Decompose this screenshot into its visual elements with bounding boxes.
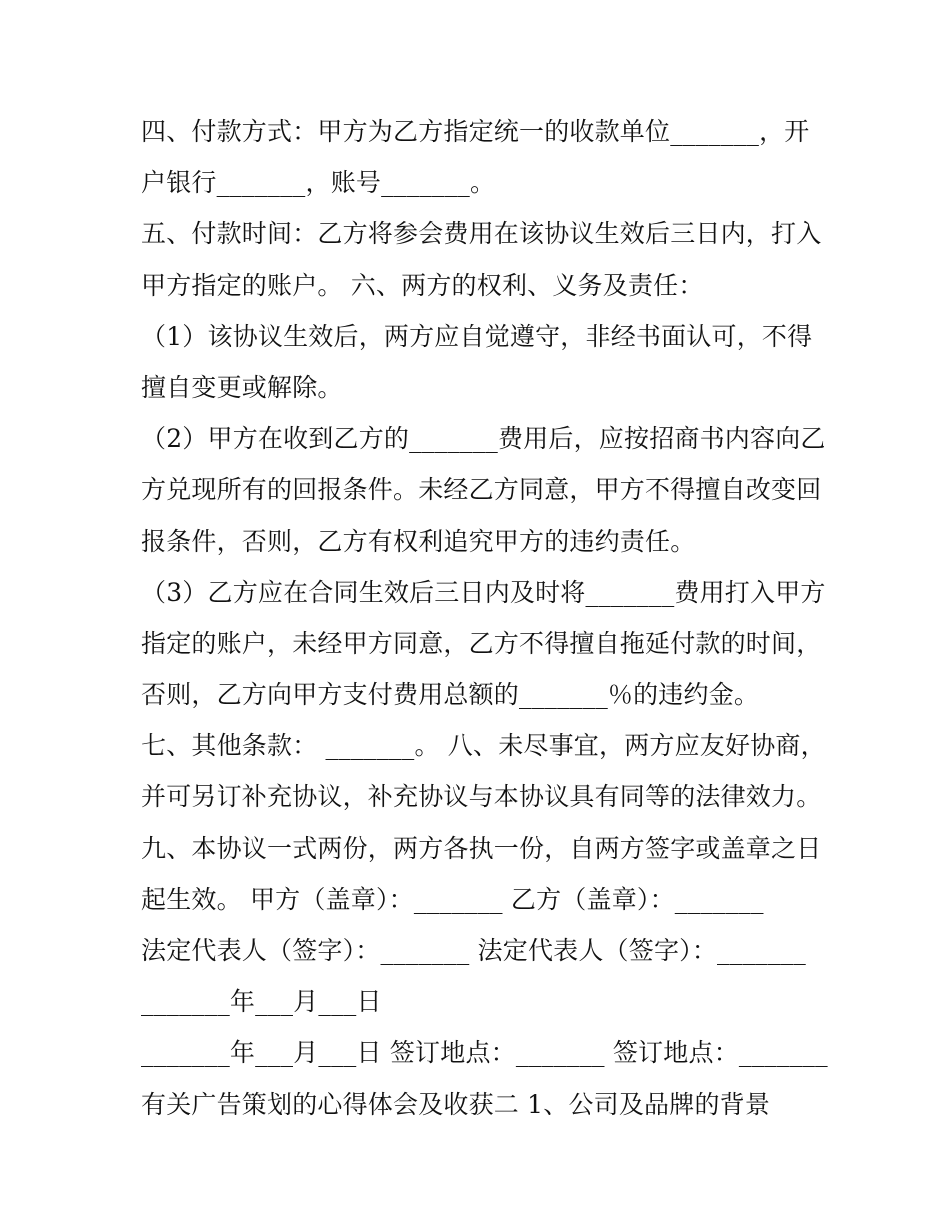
text-line: 报条件，否则，乙方有权利追究甲方的违约责任。 bbox=[141, 526, 696, 556]
text-line: 户银行_______，账号_______。 bbox=[141, 168, 496, 198]
text-line: 擅自变更或解除。 bbox=[141, 372, 343, 402]
document-body bbox=[141, 106, 828, 1130]
text-line: 有关广告策划的心得体会及收获二 1、公司及品牌的背景 bbox=[141, 1089, 771, 1119]
text-line: 甲方指定的账户。 六、两方的权利、义务及责任： bbox=[141, 270, 704, 300]
text-line: 否则，乙方向甲方支付费用总额的_______％的违约金。 bbox=[141, 680, 760, 710]
text-line: （2）甲方在收到乙方的_______费用后，应按招商书内容向乙 bbox=[141, 424, 826, 454]
text-line: 起生效。 甲方（盖章）：_______ 乙方（盖章）：_______ bbox=[141, 884, 764, 914]
text-line: 并可另订补充协议，补充协议与本协议具有同等的法律效力。 bbox=[141, 782, 822, 812]
text-line: 指定的账户，未经甲方同意，乙方不得擅自拖延付款的时间， bbox=[141, 628, 822, 658]
text-line: （1）该协议生效后，两方应自觉遵守，非经书面认可，不得 bbox=[141, 321, 813, 351]
text-line: （3）乙方应在合同生效后三日内及时将_______费用打入甲方 bbox=[141, 577, 826, 607]
text-line: 方兑现所有的回报条件。未经乙方同意，甲方不得擅自改变回 bbox=[141, 475, 822, 505]
text-line: _______年___月___日 签订地点：_______ 签订地点：_______ bbox=[141, 1038, 828, 1068]
text-line: 四、付款方式：甲方为乙方指定统一的收款单位_______，开 bbox=[141, 117, 810, 146]
text-line: 法定代表人（签字）：_______ 法定代表人（签字）：_______ bbox=[141, 936, 806, 965]
text-line: 五、付款时间：乙方将参会费用在该协议生效后三日内，打入 bbox=[141, 219, 822, 249]
text-line: _______年___月___日 bbox=[141, 987, 382, 1017]
text-line: 七、其他条款： _______。 八、未尽事宜，两方应友好协商， bbox=[141, 731, 826, 761]
text-line: 九、本协议一式两份，两方各执一份，自两方签字或盖章之日 bbox=[141, 833, 822, 863]
